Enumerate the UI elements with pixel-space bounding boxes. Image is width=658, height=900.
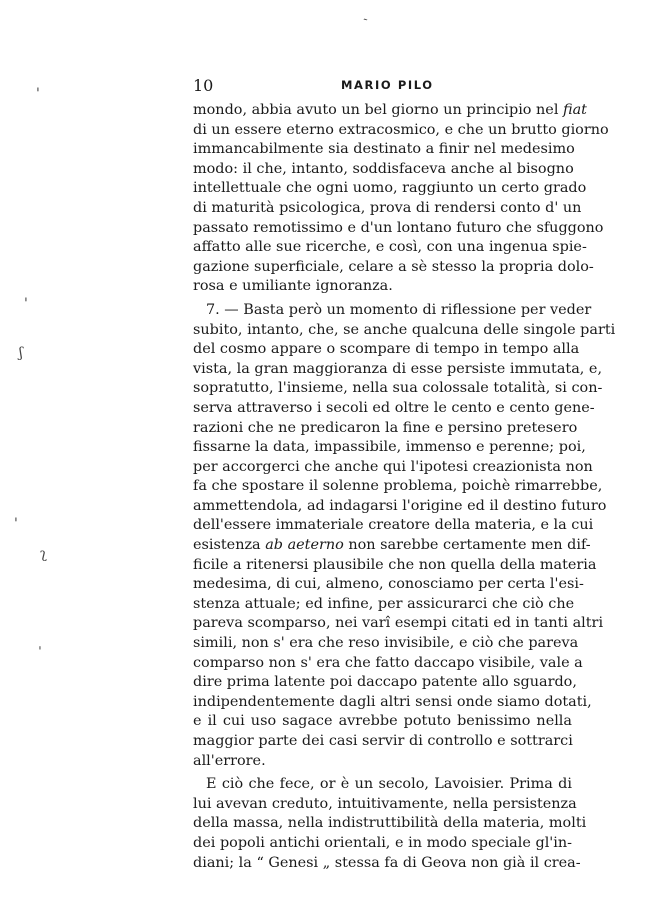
text-line: E ciò che fece, or è un secolo, Lavoisier. Prima di: [206, 776, 572, 793]
text-line: e il cui uso sagace avrebbe potuto benissimo nella: [193, 713, 572, 730]
text-line: gazione superficiale, celare a sè stesso la propria dolo-: [193, 258, 594, 275]
text-line: dire prima latente poi daccapo patente allo sguardo,: [193, 674, 577, 691]
text-line: subito, intanto, che, se anche qualcuna delle singole parti: [193, 321, 616, 338]
text-line: fissarne la data, impassibile, immenso e perenne; poi,: [193, 439, 586, 456]
text-line: immancabilmente sia destinato a finir nel medesimo: [193, 141, 575, 158]
italic-term: fiat: [563, 102, 587, 118]
text-line: esistenza ab aeterno non sarebbe certamente men dif-: [193, 537, 591, 554]
text-line: ammettendola, ad indagarsi l'origine ed il destino futuro: [193, 497, 607, 514]
text-line: comparso non s' era che fatto daccapo visibile, vale a: [193, 654, 583, 671]
text-line: modo: il che, intanto, soddisfaceva anche al bisogno: [193, 160, 574, 177]
page-number: 10: [193, 76, 214, 95]
text-line: mondo, abbia avuto un bel giorno un principio nel fiat: [193, 102, 587, 118]
margin-mark: ʃ: [19, 345, 23, 361]
margin-mark: ': [14, 516, 18, 532]
text-line: indipendentemente dagli altri sensi onde siamo dotati,: [193, 693, 592, 710]
text-line: di maturità psicologica, prova di rendersi conto d' un: [193, 199, 582, 216]
italic-term: ab aeterno: [265, 537, 344, 554]
text-line: medesima, di cui, almeno, conosciamo per certa l'esi-: [193, 576, 584, 593]
margin-mark: ˋ: [362, 15, 377, 33]
text-line: pareva scomparso, nei varî esempi citati ed in tanti altri: [193, 615, 604, 632]
margin-mark: ˌ: [38, 636, 42, 652]
text-line: intellettuale che ogni uomo, raggiunto un certo grado: [193, 180, 587, 197]
text-line: dell'essere immateriale creatore della materia, e la cui: [193, 517, 594, 534]
body-text: [193, 101, 616, 873]
text-line: affatto alle sue ricerche, e così, con una ingenua spie-: [193, 239, 587, 256]
text-line: stenza attuale; ed infine, per assicurarci che ciò che: [193, 595, 575, 612]
text-line: lui avevan creduto, intuitivamente, nella persistenza: [193, 795, 577, 812]
text-line: all'errore.: [193, 752, 266, 769]
text-line: del cosmo appare o scompare di tempo in tempo alla: [193, 341, 580, 358]
text-line: di un essere eterno extracosmico, e che un brutto giorno: [193, 121, 609, 138]
text-line: ficile a ritenersi plausibile che non quella della materia: [193, 556, 597, 573]
text-line: fa che spostare il solenne problema, poichè rimarrebbe,: [193, 478, 603, 495]
text-line: maggior parte dei casi servir di controllo e sottrarci: [193, 733, 573, 749]
page-header: [193, 76, 573, 95]
text-line: della massa, nella indistruttibilità della materia, molti: [193, 815, 587, 832]
running-head: MARIO PILO: [341, 78, 434, 92]
paragraph: [193, 301, 616, 771]
margin-mark: ': [24, 296, 28, 312]
text-line: vista, la gran maggioranza di esse persiste immutata, e,: [193, 360, 603, 377]
text-line: serva attraverso i secoli ed oltre le cento e cento gene-: [193, 399, 595, 416]
text-line: simili, non s' era che reso invisibile, e ciò che pareva: [193, 635, 579, 652]
text-line: rosa e umiliante ignoranza.: [193, 278, 393, 295]
text-line: dei popoli antichi orientali, e in modo speciale gl'in-: [193, 834, 572, 851]
paragraph: [193, 101, 609, 297]
margin-mark: ʅ: [40, 546, 47, 562]
margin-mark: ': [36, 86, 40, 102]
text-line: 7. — Basta però un momento di riflessione per veder: [206, 301, 592, 318]
text-line: diani; la “ Genesi „ stessa fa di Geova non già il crea-: [193, 854, 581, 871]
text-line: passato remotissimo e d'un lontano futuro che sfuggono: [193, 219, 604, 236]
text-line: per accorgerci che anche qui l'ipotesi creazionista non: [193, 458, 593, 475]
text-line: sopratutto, l'insieme, nella sua colossale totalità, si con-: [193, 380, 603, 397]
text-line: razioni che ne predicaron la fine e persino pretesero: [193, 419, 578, 436]
paragraph: [193, 775, 587, 873]
